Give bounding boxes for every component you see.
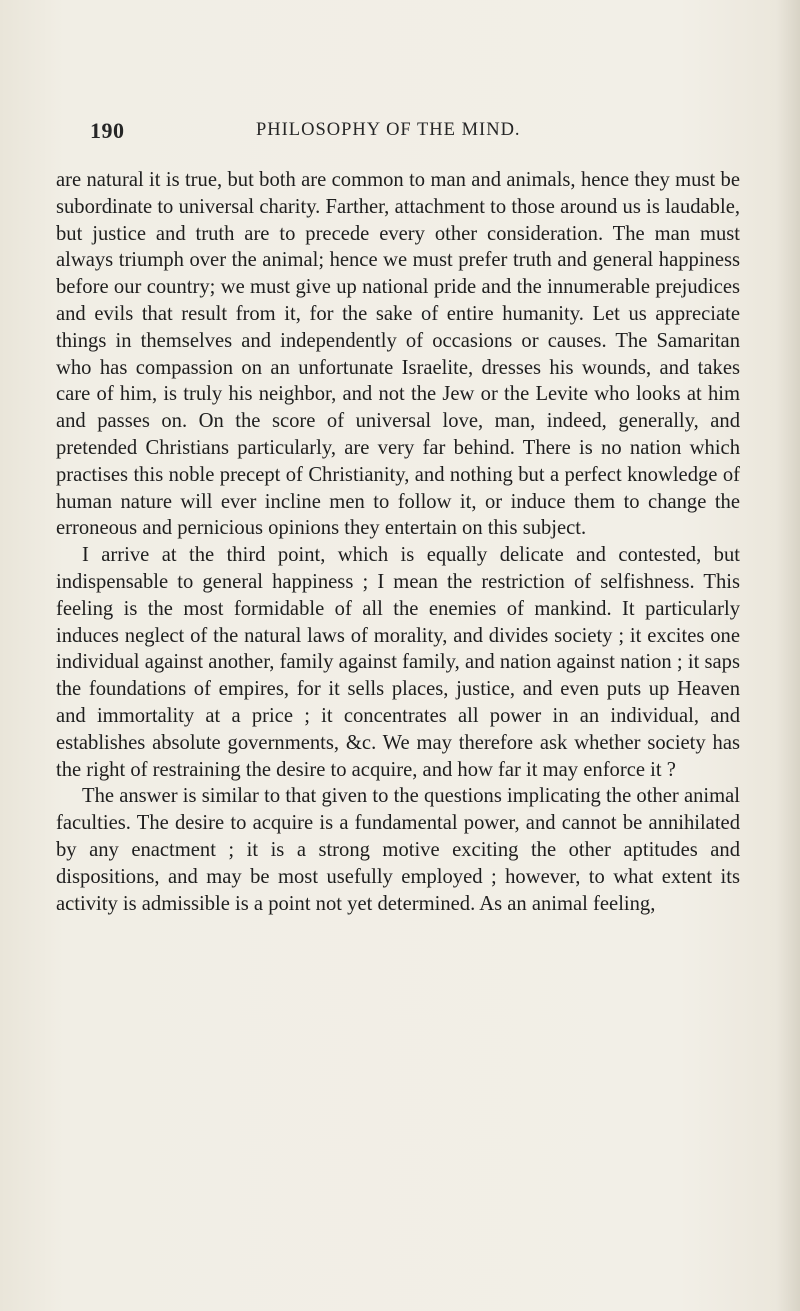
paragraph-selfishness: I arrive at the third point, which is equally delicate and contested, but indispensable to general happiness ; I mean the restriction of selfishness. This feeling is the most formidable of all the enemies of mankind. It particularly induces neglect of the natural laws of morality, and divides society ; it excites one individual against another, family against family, and nation against nation ; it saps the foundations of empires, for it sells places, justice, and even puts up Heaven and immortality at a price ; it concentrates all power in an individual, and establishes absolute governments, &c. We may therefore ask whether society has the right of restraining the desire to acquire, and how far it may enforce it ? (56, 544, 740, 781)
page-header (90, 118, 740, 148)
body-text (56, 167, 740, 917)
running-head: PHILOSOPHY OF THE MIND. (256, 120, 521, 140)
paragraph-continued: are natural it is true, but both are common to man and animals, hence they must be subordinate to universal charity. Farther, attachment to those around us is laudable, but justice and truth are to precede every other consideration. The man must always triumph over the animal; hence we must prefer truth and general happiness before our country; we must give up national pride and the innumerable prejudices and evils that result from it, for the sake of entire humanity. Let us appreciate things in themselves and independently of occasions or causes. The Samaritan who has compassion on an unfortunate Israelite, dresses his wounds, and takes care of him, is truly his neighbor, and not the Jew or the Levite who looks at him and passes on. On the score of universal love, man, indeed, generally, and pretended Christians particularly, are very far behind. There is no nation which practises this noble precept of Christianity, and nothing but a perfect knowledge of human nature will ever incline men to follow it, or induce them to change the erroneous and pernicious opinions they entertain on this subject. (56, 169, 740, 540)
page-number: 190 (90, 118, 125, 143)
paragraph-answer: The answer is similar to that given to the questions implicating the other animal faculties. The desire to acquire is a fundamental power, and cannot be annihilated by any enactment ; it is a strong motive exciting the other aptitudes and dispositions, and may be most usefully employed ; however, to what extent its activity is admissible is a point not yet determined. As an animal feeling, (56, 785, 740, 915)
